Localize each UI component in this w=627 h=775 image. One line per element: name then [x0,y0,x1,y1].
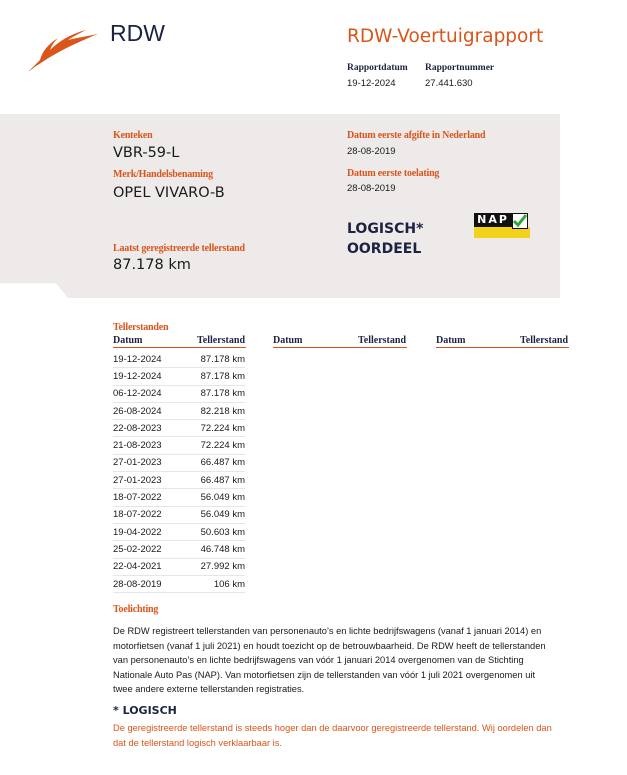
text-line: motorfietsen (vanaf 1 juli 2021) en houdt toezicht op de betrouwbaarheid. De RDW heeft de tellerstanden [113,640,546,651]
row-tellerstand: 27.992 km [195,558,245,575]
col-stand-3: Tellerstand [520,335,568,346]
oordeel-text [347,219,423,259]
row-datum: 19-12-2024 [113,368,195,385]
table-row [113,454,245,471]
tellerstanden-table [113,351,245,593]
merk-label: Merk/Handelsbenaming [113,169,213,180]
rdw-feather-logo-icon [24,28,102,74]
row-datum: 18-07-2022 [113,506,195,523]
logisch-text [113,721,583,750]
kenteken-label: Kenteken [113,130,153,141]
nap-label: NAP [474,213,512,227]
col-datum-1: Datum [113,335,143,346]
row-tellerstand: 50.603 km [195,523,245,540]
row-datum: 18-07-2022 [113,489,195,506]
kenteken-value: VBR-59-L [113,145,180,161]
row-tellerstand: 72.224 km [195,420,245,437]
table-row [113,437,245,454]
row-tellerstand: 87.178 km [195,368,245,385]
merk-value: OPEL VIVARO-B [113,185,225,201]
check-icon [512,213,528,229]
table-row [113,420,245,437]
table-row [113,506,245,523]
col-datum-2: Datum [273,335,303,346]
nap-badge [474,213,530,238]
toelating-value: 28-08-2019 [347,183,396,194]
row-datum: 22-04-2021 [113,558,195,575]
col-stand-2: Tellerstand [358,335,406,346]
row-tellerstand: 87.178 km [195,385,245,402]
table-row [113,575,245,592]
row-datum: 19-04-2022 [113,523,195,540]
table-row [113,351,245,368]
brand-name: RDW [110,20,165,46]
row-tellerstand: 56.049 km [195,489,245,506]
text-line: twee andere externe tellerstanden registraties. [113,684,305,695]
report-title: RDW-Voertuigrapport [347,26,544,47]
stand-value: 87.178 km [113,257,191,273]
oordeel-line2: OORDEEL [347,241,422,257]
text-line: Nationale Auto Pas (NAP). Van motorfietsen zijn de tellerstanden van vóór 1 juli 2021 overgenomen uit [113,669,536,680]
row-tellerstand: 56.049 km [195,506,245,523]
rapportdatum-label: Rapportdatum [347,63,408,73]
stand-label: Laatst geregistreerde tellerstand [113,243,245,254]
row-datum: 21-08-2023 [113,437,195,454]
rapportnummer-label: Rapportnummer [425,63,495,73]
table-row [113,402,245,419]
row-datum: 19-12-2024 [113,351,195,368]
row-tellerstand: 66.487 km [195,472,245,489]
tellerstanden-title: Tellerstanden [113,322,169,333]
toelating-label: Datum eerste toelating [347,168,440,179]
row-datum: 27-01-2023 [113,472,195,489]
row-tellerstand: 46.748 km [195,541,245,558]
toelichting-text [113,624,583,697]
table2-header [273,335,407,348]
logisch-title: * LOGISCH [113,704,177,717]
table-row [113,489,245,506]
row-datum: 25-02-2022 [113,541,195,558]
table-row [113,523,245,540]
table-row [113,385,245,402]
table-row [113,472,245,489]
row-datum: 28-08-2019 [113,575,195,592]
row-datum: 26-08-2024 [113,402,195,419]
text-line: De geregistreerde tellerstand is steeds hoger dan de daarvoor geregistreerde tellerstand. Wij oordelen dan [113,723,552,733]
row-datum: 22-08-2023 [113,420,195,437]
row-tellerstand: 72.224 km [195,437,245,454]
col-datum-3: Datum [436,335,466,346]
text-line: van personenauto’s en lichte bedrijfswagens van vóór 1 januari 2014 overgenomen van de Stichting [113,655,524,666]
vehicle-summary-band [0,114,560,298]
toelichting-title: Toelichting [113,604,159,615]
table-row [113,541,245,558]
table3-header [436,335,569,348]
oordeel-line1: LOGISCH* [347,221,424,237]
row-tellerstand: 87.178 km [195,351,245,368]
text-line: De RDW registreert tellerstanden van personenauto’s en lichte bedrijfswagens (vanaf 1 januari 2014) en [113,626,542,636]
afgifte-value: 28-08-2019 [347,146,396,157]
table1-header [113,335,246,348]
table-row [113,368,245,385]
row-tellerstand: 106 km [195,575,245,592]
row-datum: 27-01-2023 [113,454,195,471]
afgifte-label: Datum eerste afgifte in Nederland [347,130,486,141]
table-row [113,558,245,575]
row-datum: 06-12-2024 [113,385,195,402]
rapportnummer-value: 27.441.630 [425,78,473,89]
row-tellerstand: 82.218 km [195,402,245,419]
rapportdatum-value: 19-12-2024 [347,78,396,89]
row-tellerstand: 66.487 km [195,454,245,471]
text-line: dat de tellerstand logisch verklaarbaar is. [113,737,282,748]
col-stand-1: Tellerstand [197,335,245,346]
